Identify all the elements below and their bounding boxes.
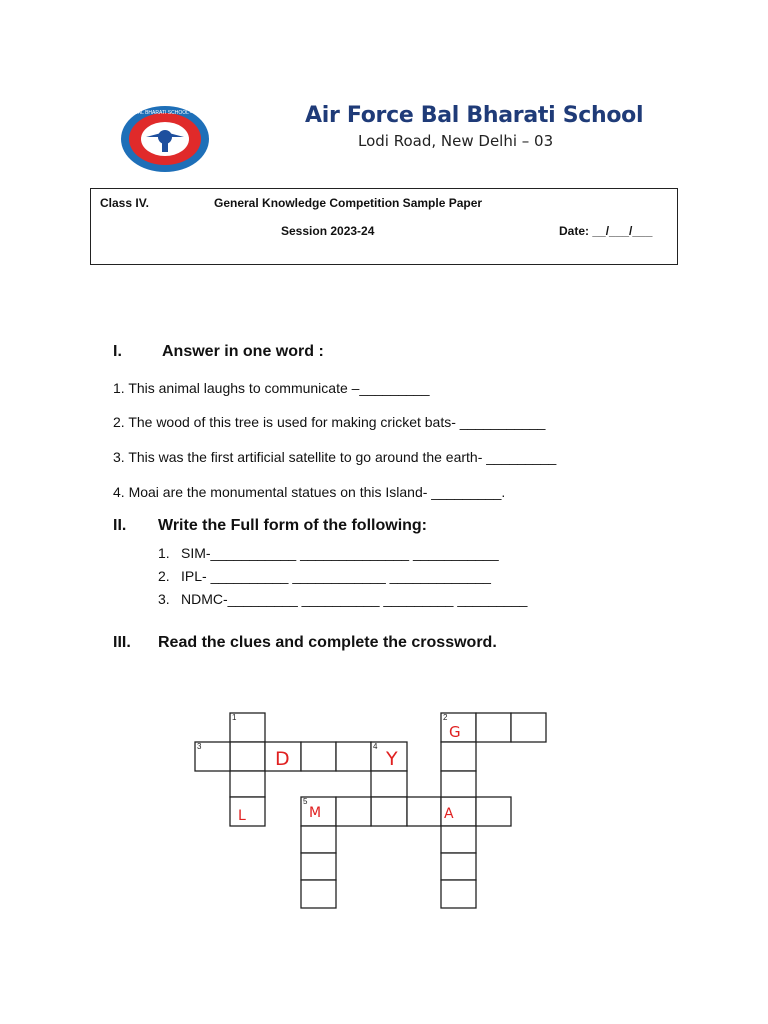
crossword-cell xyxy=(476,797,511,826)
section-3-title: Read the clues and complete the crossword. xyxy=(158,634,497,651)
section-2-number: II. xyxy=(113,517,127,534)
crossword-cell xyxy=(301,853,336,880)
fullform-3-text: NDMC-_________ __________ _________ _________ xyxy=(181,591,528,607)
date-label: Date: __/___/___ xyxy=(559,224,653,238)
crossword-cell xyxy=(371,771,407,797)
paper-title: General Knowledge Competition Sample Paper xyxy=(214,196,483,210)
fullform-3-number: 3. xyxy=(158,591,170,607)
clue-number-1: 1 xyxy=(232,713,237,722)
crossword-letter-l: L xyxy=(238,808,246,824)
fullform-2-text: IPL- __________ ____________ _____________ xyxy=(181,568,491,584)
logo-text: AIR FORCE BAL BHARATI SCHOOL • NEW DELHI • xyxy=(105,110,225,116)
crossword-cell xyxy=(301,742,336,771)
fullform-1-number: 1. xyxy=(158,545,170,561)
section-1-title: Answer in one word : xyxy=(162,343,324,360)
crossword-cell xyxy=(441,742,476,771)
crossword-letter-y: Y xyxy=(386,748,398,770)
question-1-2: 2. The wood of this tree is used for making cricket bats- ___________ xyxy=(113,414,546,430)
crossword-cell xyxy=(511,713,546,742)
crossword-cell xyxy=(371,797,407,826)
question-1-3: 3. This was the first artificial satellite to go around the earth- _________ xyxy=(113,449,557,465)
crossword-cell xyxy=(407,797,441,826)
crossword-cell xyxy=(301,826,336,853)
fullform-1-text: SIM-___________ ______________ ___________ xyxy=(181,545,499,561)
crossword-cell xyxy=(230,742,265,771)
clue-number-4: 4 xyxy=(373,742,378,751)
fullform-2-number: 2. xyxy=(158,568,170,584)
session-label: Session 2023-24 xyxy=(281,224,375,238)
section-1-number: I. xyxy=(113,343,122,360)
question-1-1: 1. This animal laughs to communicate –_________ xyxy=(113,380,430,396)
crossword-cell xyxy=(441,853,476,880)
crossword-cell xyxy=(230,771,265,797)
crossword-letter-g: G xyxy=(449,723,461,741)
crossword-letter-m: M xyxy=(309,805,322,821)
crossword-cell xyxy=(301,880,336,908)
clue-number-3: 3 xyxy=(197,742,202,751)
crossword-cell xyxy=(476,713,511,742)
crossword-cell xyxy=(336,742,371,771)
section-3-number: III. xyxy=(113,634,131,651)
crossword-letter-d: D xyxy=(275,748,290,770)
crossword-cell xyxy=(441,880,476,908)
clue-number-2: 2 xyxy=(443,713,448,722)
clue-number-5: 5 xyxy=(303,797,308,806)
crossword-cell xyxy=(441,771,476,797)
school-address: Lodi Road, New Delhi – 03 xyxy=(358,132,554,150)
crossword-letter-a: A xyxy=(444,806,454,822)
school-name: Air Force Bal Bharati School xyxy=(305,103,644,128)
crossword-cell xyxy=(336,797,371,826)
section-2-title: Write the Full form of the following: xyxy=(158,517,428,534)
crossword-cell xyxy=(230,797,265,826)
question-1-4: 4. Moai are the monumental statues on this Island- _________. xyxy=(113,484,506,500)
class-label: Class IV. xyxy=(100,196,149,210)
crossword-cell xyxy=(441,826,476,853)
